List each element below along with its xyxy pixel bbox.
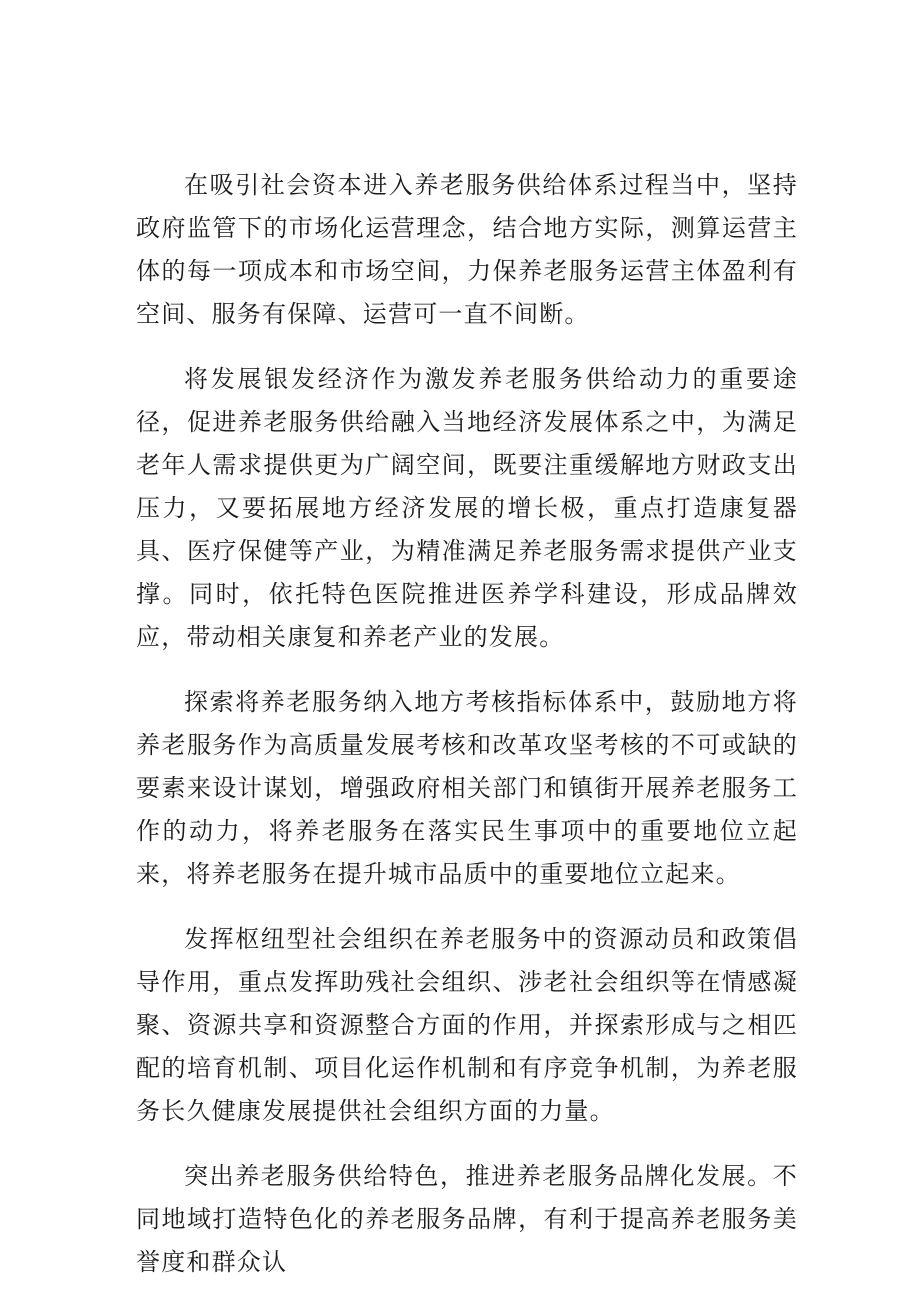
document-body [136,164,798,1306]
paragraph-5: 突出养老服务供给特色，推进养老服务品牌化发展。不同地域打造特色化的养老服务品牌，有利于提高养老服务美誉度和群众认 [136,1162,798,1276]
paragraph-3: 探索将养老服务纳入地方考核指标体系中，鼓励地方将养老服务作为高质量发展考核和改革攻坚考核的不可或缺的要素来设计谋划，增强政府相关部门和镇街开展养老服务工作的动力，将养老服务在落实民生事项中的重要地位立起来，将养老服务在提升城市品质中的重要地位立起来。 [136,688,798,888]
paragraph-1: 在吸引社会资本进入养老服务供给体系过程当中，坚持政府监管下的市场化运营理念，结合地方实际，测算运营主体的每一项成本和市场空间，力保养老服务运营主体盈利有空间、服务有保障、运营可一直不间断。 [136,171,798,328]
paragraph-2: 将发展银发经济作为激发养老服务供给动力的重要途径，促进养老服务供给融入当地经济发展体系之中，为满足老年人需求提供更为广阔空间，既要注重缓解地方财政支出压力，又要拓展地方经济发展的增长极，重点打造康复器具、医疗保健等产业，为精准满足养老服务需求提供产业支撑。同时，依托特色医院推进医养学科建设，形成品牌效应，带动相关康复和养老产业的发展。 [136,365,798,651]
paragraph-4: 发挥枢纽型社会组织在养老服务中的资源动员和政策倡导作用，重点发挥助残社会组织、涉老社会组织等在情感凝聚、资源共享和资源整合方面的作用，并探索形成与之相匹配的培育机制、项目化运作机制和有序竞争机制，为养老服务长久健康发展提供社会组织方面的力量。 [136,925,798,1125]
